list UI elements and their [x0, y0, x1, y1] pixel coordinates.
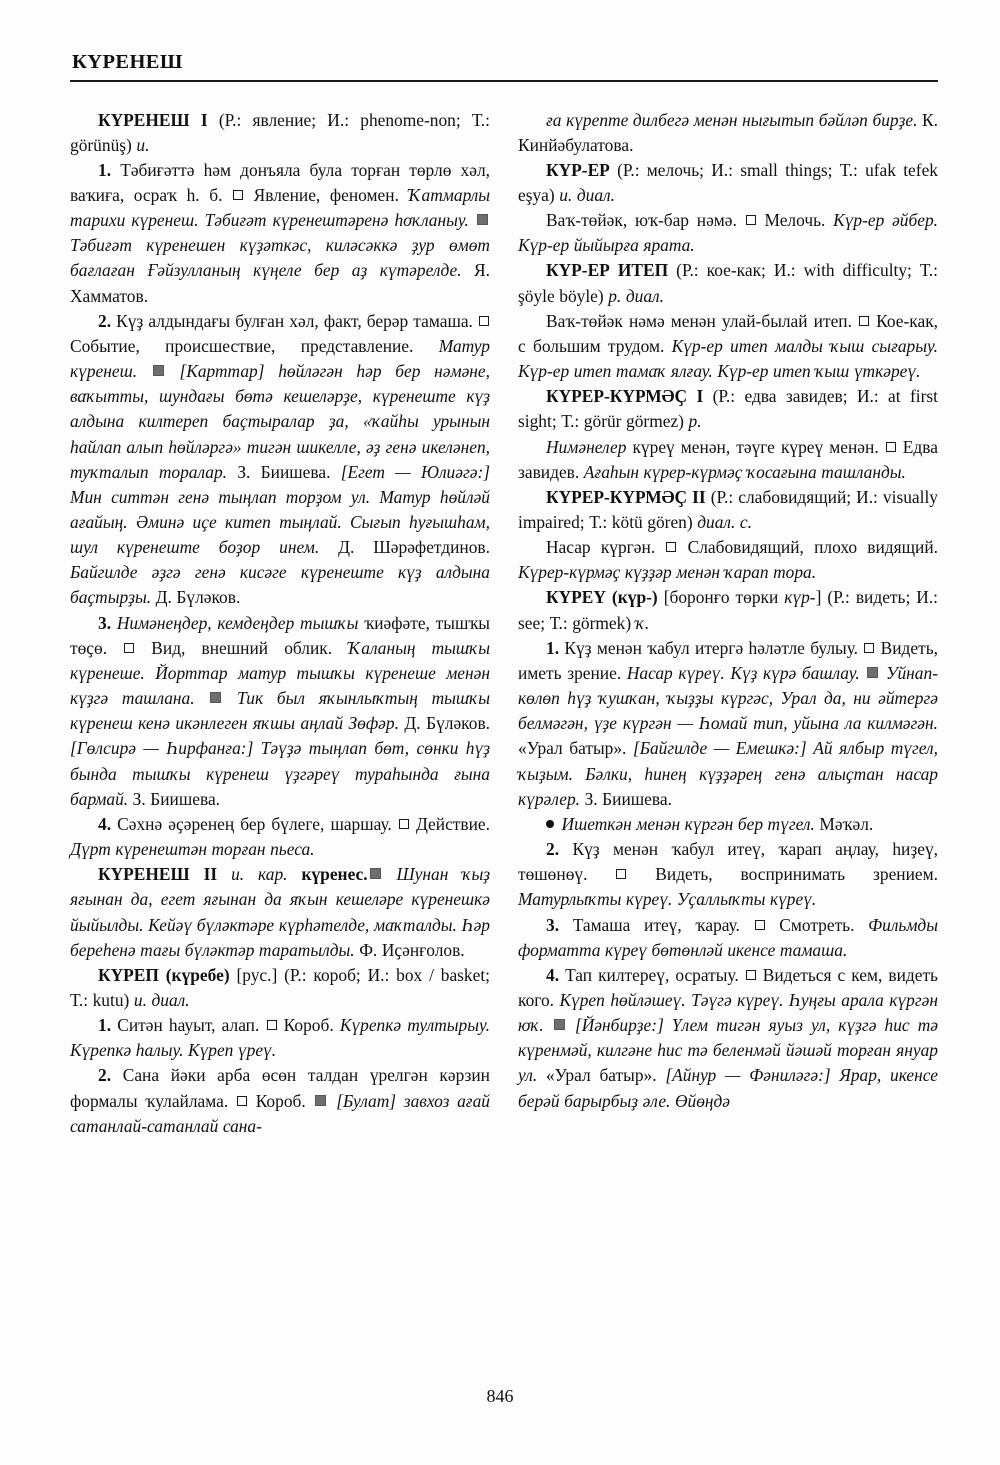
entry-text-run: 2. — [546, 839, 560, 860]
entry-text-run: күр- — [784, 587, 816, 608]
entry-text-run: Матурлыҡты күреү. Уҫаллыҡты күреү. — [518, 889, 817, 910]
open-square-marker-icon — [479, 316, 489, 326]
entry-text-run: Күҙ менән ҡабул итергә һәләтле булыу. — [559, 637, 864, 658]
open-square-marker-icon — [124, 643, 134, 653]
entry-text-run: 4. — [546, 964, 560, 985]
dictionary-entry-kurep-head — [70, 963, 490, 1013]
open-square-marker-icon — [859, 316, 869, 326]
filled-square-marker-icon — [554, 1019, 565, 1030]
entry-text-run: Д. Бүләков. — [404, 713, 490, 734]
dictionary-entry-kurep-continuation — [518, 108, 938, 158]
dictionary-entry-kureu-sense-1 — [518, 636, 938, 812]
page-number: 846 — [486, 1386, 514, 1406]
entry-text-run: Тәбиғәттә һәм донъяла була торған төрлө хәл, ваҡиға, осраҡ һ. б. — [70, 159, 490, 205]
entry-text-run: (Р.: едва завидев; И.: at first sight; Т.: görür görmez) — [518, 386, 938, 432]
entry-text-run: ҡ. — [635, 612, 650, 633]
entry-text-run: Явление, феномен. — [244, 184, 409, 205]
entry-text-run: [Йәнбирҙе:] Үлем тигән яуыз ул, күҙгә һис тә күренмәй, килгәне һис тә беленмәй йәшәй торған януар ул. — [518, 1015, 938, 1086]
entry-text-run: 1. — [98, 1015, 112, 1036]
entry-text-run: ] (Р.: видеть; И.: see; Т.: görmek) — [518, 587, 938, 633]
entry-text-run: (Р.: слабовидящий; И.: visually impaired; Т.: kötü gören) — [518, 486, 938, 532]
dictionary-entry-kurenesh-1-sense-3 — [70, 611, 490, 812]
entry-text-run: Ишеткән менән күргән бер түгел. — [557, 813, 820, 834]
entry-text-run: Ситән һауыт, алап. — [111, 1015, 266, 1036]
entry-text-run: [боронғо төрки — [657, 587, 785, 608]
open-square-marker-icon — [399, 819, 409, 829]
entry-text-run: Күҙ алдындағы булған хәл, факт, берәр тамаша. — [111, 310, 478, 331]
entry-text-run: Слабовидящий, плохо видящий. — [677, 537, 938, 558]
entry-text-run: Ҡатмарлы тарихи күренеш. Тәбиғәт күренештәренә һоҡланыу. — [70, 184, 490, 231]
open-square-marker-icon — [237, 1096, 247, 1106]
entry-text-run: Күр-ер итеп малды ҡыш сығарыу. Күр-ер итеп тамаҡ ялғау. Күр-ер итеп ҡыш үткәреү. — [518, 335, 938, 382]
dictionary-entry-kurenesh-1-sense-4 — [70, 812, 490, 862]
entry-text-run: Насар күргән. — [546, 537, 666, 558]
entry-text-run: Видеть, воспринимать зрением. — [627, 864, 938, 885]
entry-text-run: 3. — [546, 914, 560, 935]
entry-text-run: [Айнур — Фәниләгә:] Ярар, икенсе берәй барырбыҙ әле. Өйөңдә — [518, 1065, 938, 1111]
entry-text-run: Ағаһын күрер-күрмәҫ ҡосағына ташланды. — [583, 461, 906, 482]
entry-text-run: 2. — [98, 310, 112, 331]
entry-text-run: КҮР-ЕР — [546, 159, 610, 180]
dictionary-entry-kureu-proverb — [518, 812, 938, 837]
header-rule — [70, 80, 938, 82]
dictionary-entry-kurer-kurmes-2-body — [518, 535, 938, 585]
entry-text-run: Видеться с кем, видеть кого. — [518, 964, 938, 1010]
entry-text-run: Короб. — [247, 1090, 314, 1111]
entry-text-run: и. диал. — [559, 184, 615, 205]
two-column-body — [70, 108, 938, 1139]
entry-text-run: р. диал. — [608, 285, 664, 306]
entry-text-run: Мелочь. — [756, 210, 834, 231]
filled-square-marker-icon — [867, 667, 878, 678]
open-square-marker-icon — [666, 542, 676, 552]
dictionary-entry-kurer-kurmes-2-head — [518, 485, 938, 535]
entry-text-run: Ваҡ-төйәк, юҡ-бар нәмә. — [546, 210, 745, 231]
entry-text-run: [Гөлсирә — Һирфанға:] Тәүҙә тыңлап бөт, сөнки һүҙ бында тышҡы күренеш үҙгәреү тураһында ғына бармай. — [70, 738, 490, 809]
entry-text-run: (Р.: кое-как; И.: with difficulty; Т.: şöyle böyle) — [518, 260, 938, 306]
dictionary-entry-kurenesh-1-sense-2 — [70, 309, 490, 611]
entry-text-run: Насар күреү. Күҙ күрә башлау. — [626, 662, 866, 683]
entry-text-run: Д. Шәрәфетдинов. — [338, 537, 490, 558]
entry-text-run: Событие, происшествие, представление. — [70, 335, 439, 356]
dictionary-entry-kurenesh-2 — [70, 862, 490, 963]
entry-text-run: Вид, внешний облик. — [135, 637, 349, 658]
entry-text-run: 3. — [98, 612, 112, 633]
entry-text-run: Действие. — [409, 813, 490, 834]
open-square-marker-icon — [746, 215, 756, 225]
entry-text-run: Күрер-күрмәҫ күҙҙәр менән ҡарап тора. — [518, 562, 817, 583]
entry-text-run: р. — [688, 411, 702, 432]
entry-text-run: Тап килтереү, осратыу. — [559, 964, 745, 985]
bullet-marker-icon — [546, 820, 554, 828]
entry-text-run: и. кар. — [231, 864, 302, 885]
entry-text-run: КҮРЕП (күребе) — [98, 964, 230, 985]
entry-text-run: З. Биишева. — [237, 461, 341, 482]
entry-text-run: КҮР-ЕР ИТЕП — [546, 260, 669, 281]
running-head: КҮРЕНЕШ — [72, 51, 183, 73]
entry-text-run: Нимәнеңдер, кемдеңдер тышҡы — [111, 612, 365, 633]
open-square-marker-icon — [864, 643, 874, 653]
entry-text-run: КҮРЕР-КҮРМӘҪ II — [546, 486, 706, 507]
entry-text-run: 1. — [546, 637, 560, 658]
entry-text-run: КҮРЕНЕШ II — [98, 864, 232, 885]
entry-text-run: Нимәнелер — [546, 436, 633, 457]
dictionary-entry-kur-er-itep-head — [518, 258, 938, 308]
entry-text-run: 4. — [98, 813, 112, 834]
entry-text-run: Ваҡ-төйәк нәмә менән улай-былай итеп. — [546, 310, 859, 331]
dictionary-entry-kureu-sense-3 — [518, 913, 938, 963]
dictionary-entry-kurenesh-1-head — [70, 108, 490, 158]
dictionary-entry-kurenesh-1-sense-1 — [70, 158, 490, 309]
entry-text-run: диал. с. — [697, 512, 752, 532]
dictionary-entry-kurer-kurmes-1-body — [518, 435, 938, 485]
left-column — [70, 108, 490, 1139]
entry-text-run: [Байгилде — Емешкә:] Ай ялбыр түгел, ҡыҙым. Бәлки, һинең күҙҙәрең генә алыҫтан насар күрәлер. — [518, 738, 938, 809]
dictionary-entry-kurep-sense-1 — [70, 1013, 490, 1063]
dictionary-entry-kureu-sense-4 — [518, 963, 938, 1114]
entry-text-run: Я. Хамматов. — [70, 260, 490, 306]
entry-text-run: (Р.: явление; И.: phenome-non; Т.: görünüş) — [70, 109, 490, 155]
entry-text-run: [Егет — Юлиәгә:] Мин ситтән генә тыңлап торҙом ул. Матур һөйләй ағайың. Әминә иҫе китеп тыңлай. Сығып һуғышһам, шул күренеште боҙор инем. — [70, 461, 491, 558]
entry-text-run: 1. — [98, 159, 112, 180]
entry-text-run: З. Биишева. — [584, 788, 672, 809]
dictionary-entry-kurep-sense-2 — [70, 1063, 490, 1138]
dictionary-entry-kurer-kurmes-1-head — [518, 384, 938, 434]
entry-text-run: К. Кинйәбулатова. — [518, 109, 938, 155]
entry-text-run: и. диал. — [133, 989, 190, 1010]
entry-text-run: Фильмды форматта күреү бөтөнләй икенсе тамаша. — [518, 914, 938, 960]
entry-text-run: Тик был яҡынлыҡтың тышҡы күренеш кенә икәнлеген яҡшы аңлай Зөфәр. — [70, 688, 490, 734]
entry-text-run: ға күрепте дилбегә менән нығытып бәйләп бирҙе. — [546, 109, 923, 130]
entry-text-run: 2. — [98, 1065, 112, 1086]
dictionary-entry-kureu-head — [518, 585, 938, 635]
entry-text-run: КҮРЕР-КҮРМӘҪ I — [546, 386, 704, 407]
entry-text-run: Матур күренеш. — [70, 335, 490, 382]
open-square-marker-icon — [233, 190, 243, 200]
entry-text-run: Ф. Иҫәнғолов. — [359, 939, 465, 960]
entry-text-run: (Р.: мелочь; И.: small things; Т.: ufak tefek eşya) — [518, 159, 938, 205]
entry-text-run: Күр-ер әйбер. Күр-ер йыйырға ярата. — [518, 210, 939, 256]
filled-square-marker-icon — [315, 1095, 326, 1106]
open-square-marker-icon — [267, 1020, 277, 1030]
dictionary-entry-kureu-sense-2 — [518, 837, 938, 912]
open-square-marker-icon — [746, 970, 756, 980]
entry-text-run: күренес. — [301, 864, 368, 885]
filled-square-marker-icon — [153, 365, 164, 376]
entry-text-run: [рус.] (Р.: короб; И.: box / basket; Т.: kutu) — [70, 964, 491, 1010]
open-square-marker-icon — [886, 442, 896, 452]
entry-text-run: «Урал батыр». — [518, 738, 633, 759]
entry-text-run: «Урал батыр». — [545, 1065, 666, 1086]
entry-text-run: Дүрт күренештән торған пьеса. — [70, 839, 315, 860]
entry-text-run: күреү менән, тәүге күреү менән. — [632, 436, 885, 457]
entry-text-run: Едва завидев. — [518, 436, 938, 482]
entry-text-run: Күҙ менән ҡабул итеү, ҡарап аңлау, һиҙеү, төшөнөү. — [518, 839, 938, 885]
entry-text-run: Сәхнә әҫәренең бер бүлеге, шаршау. — [111, 813, 398, 834]
entry-text-run: КҮРЕҮ (күр-) — [546, 587, 658, 608]
right-column — [518, 108, 938, 1114]
open-square-marker-icon — [755, 920, 765, 930]
entry-text-run: [Булат] завхоз ағай сатанлай-сатанлай сана- — [70, 1090, 490, 1136]
open-square-marker-icon — [616, 869, 626, 879]
entry-text-run: [Карттар] һөйләгән һәр бер нәмәне, ваҡытты, шундағы бөтә кешеләрҙе, күренеште күҙ алдына килтереп баҫтыралар ҙа, «ҡайһы урынын һайлап алып һөйләргә» тигән шикелле, әҙ генә икеләнеп, туҡталып торалар. — [70, 361, 490, 482]
filled-square-marker-icon — [210, 692, 221, 703]
entry-text-run: КҮРЕНЕШ I — [98, 109, 208, 130]
entry-text-run: Д. Бүләков. — [155, 587, 241, 608]
entry-text-run: Короб. — [277, 1015, 340, 1036]
entry-text-run: Күреп һөйләшеү. Тәүгә күреү. Һуңғы арала күргән юҡ. — [518, 989, 938, 1036]
entry-text-run: Тәбиғәт күренешен күҙәткәс, киләсәккә ҙур өмөт бағлаған Ғәйзулланың күңеле бер аҙ күтәрелде. — [70, 235, 490, 281]
entry-text-run: Байгилде әҙгә генә кисәге күренеште күҙ алдына баҫтырҙы. — [70, 562, 490, 608]
entry-text-run: и. — [136, 134, 150, 155]
entry-text-run: Ҡаланың тышҡы күренеше. Йорттар матур тышҡы күренеше менән күҙгә ташлана. — [70, 637, 491, 709]
entry-text-run: Шунан ҡыҙ яғынан да, егет яғынан да яҡын кешеләре күренешкә йыйылды. Кейәү бүләктәре күрһәтелде, маҡталды. Һәр береһенә тағы бүләктәр таратылды. — [70, 864, 491, 960]
entry-text-run: Смотреть. — [765, 914, 869, 935]
entry-text-run: Тамаша итеү, ҡарау. — [559, 914, 754, 935]
entry-text-run: ҡиәфәте, тышҡы төҫө. — [70, 612, 490, 658]
filled-square-marker-icon — [370, 868, 381, 879]
filled-square-marker-icon — [477, 214, 488, 225]
entry-text-run: Мәҡәл. — [819, 813, 874, 834]
entry-text-run: Видеть, иметь зрение. — [518, 637, 938, 683]
entry-text-run: Сана йәки арба өсөн талдан үрелгән кәрзин формалы ҡулайлама. — [70, 1065, 490, 1111]
entry-text-run: З. Биишева. — [132, 788, 221, 809]
dictionary-entry-kur-er-itep-body — [518, 309, 938, 384]
dictionary-entry-kur-er-body — [518, 208, 938, 258]
entry-text-run: Уйнап-көлөп һүҙ ҡушҡан, ҡыҙҙы күргәс, Урал да, ни әйтергә белмәгән, үҙе күргән — Һомай тип, уйына ла килмәгән. — [518, 662, 938, 734]
dictionary-entry-kur-er-head — [518, 158, 938, 208]
entry-text-run: Күрепкә тултырыу. Күрепкә һалыу. Күреп үреү. — [70, 1015, 490, 1061]
entry-text-run: Кое-как, с большим трудом. — [518, 310, 938, 356]
